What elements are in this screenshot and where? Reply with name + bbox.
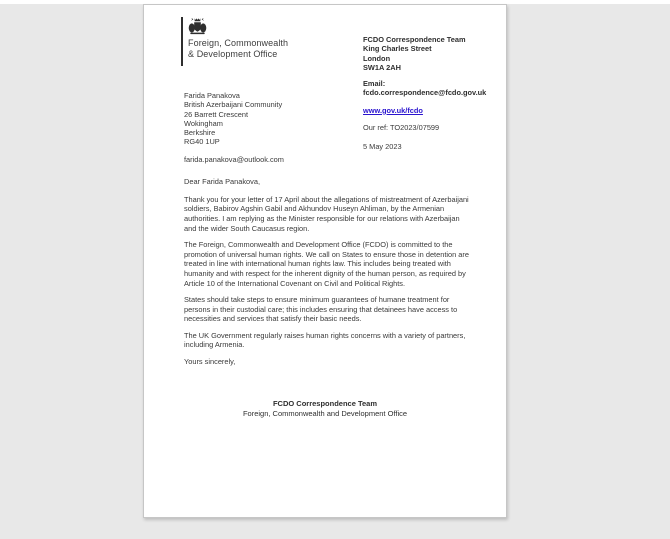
recipient-street: 26 Barrett Crescent (184, 109, 249, 119)
paragraph-4: The UK Government regularly raises human rights concerns with a variety of partners, including Armenia. (184, 330, 466, 350)
sender-team: FCDO Correspondence Team (363, 35, 466, 44)
closing: Yours sincerely, (184, 356, 236, 366)
recipient-address-block (184, 91, 284, 164)
recipient-postcode: RG40 1UP (184, 137, 220, 147)
letter-page (143, 4, 507, 518)
paragraph-2: The Foreign, Commonwealth and Development Office (FCDO) is committed to the promotion of universal human rights. We call on States to ensure those in detention are treated in line with international human rights law. This includes being treated with humanity and with respect for the inherent dignity of the human person, as required by Article 10 of the International Covenant on Civil and Political Rights. (184, 240, 469, 288)
letter-body (184, 177, 474, 366)
sender-email: fcdo.correspondence@fcdo.gov.uk (363, 88, 487, 98)
recipient-org: British Azerbaijani Community (184, 100, 283, 110)
sender-address-block (363, 35, 486, 152)
paragraph-3: States should take steps to ensure minimum guarantees of humane treatment for persons in their custodial care; this includes ensuring that detainees have access to necessities and services that satisfy their basic needs. (184, 295, 458, 324)
recipient-town: Wokingham (184, 118, 223, 128)
signature-name: FCDO Correspondence Team (272, 399, 378, 408)
royal-crest-icon (188, 17, 207, 36)
paragraph-1: Thank you for your letter of 17 April about the allegations of mistreatment of Azerbaijani soldiers, Babirov Agshin Gabil and Akhundov Huseyn Ahliman, by the Armenian authorities. I am replying as the Minister responsible for our relations with Azerbaijan and the wider South Caucasus region. (184, 194, 469, 233)
sender-email-label: Email: (363, 79, 386, 89)
letter-date: 5 May 2023 (363, 142, 402, 152)
salutation: Dear Farida Panakova, (184, 177, 260, 186)
reference-number: Our ref: TO2023/07599 (363, 123, 440, 133)
logo-vertical-bar (181, 17, 183, 66)
sender-street: King Charles Street (363, 44, 432, 54)
sender-city: London (363, 53, 391, 63)
recipient-county: Berkshire (184, 128, 216, 138)
signature-organisation: Foreign, Commonwealth and Development Office (242, 408, 408, 418)
fcdo-logo (181, 17, 288, 66)
logo-line2: & Development Office (188, 49, 278, 59)
sender-postcode: SW1A 2AH (363, 62, 401, 72)
sender-website-link[interactable]: www.gov.uk/fcdo (363, 105, 423, 115)
signature-block (144, 399, 506, 419)
recipient-name: Farida Panakova (184, 91, 240, 100)
logo-line1: Foreign, Commonwealth (188, 38, 289, 48)
recipient-email: farida.panakova@outlook.com (184, 154, 284, 164)
